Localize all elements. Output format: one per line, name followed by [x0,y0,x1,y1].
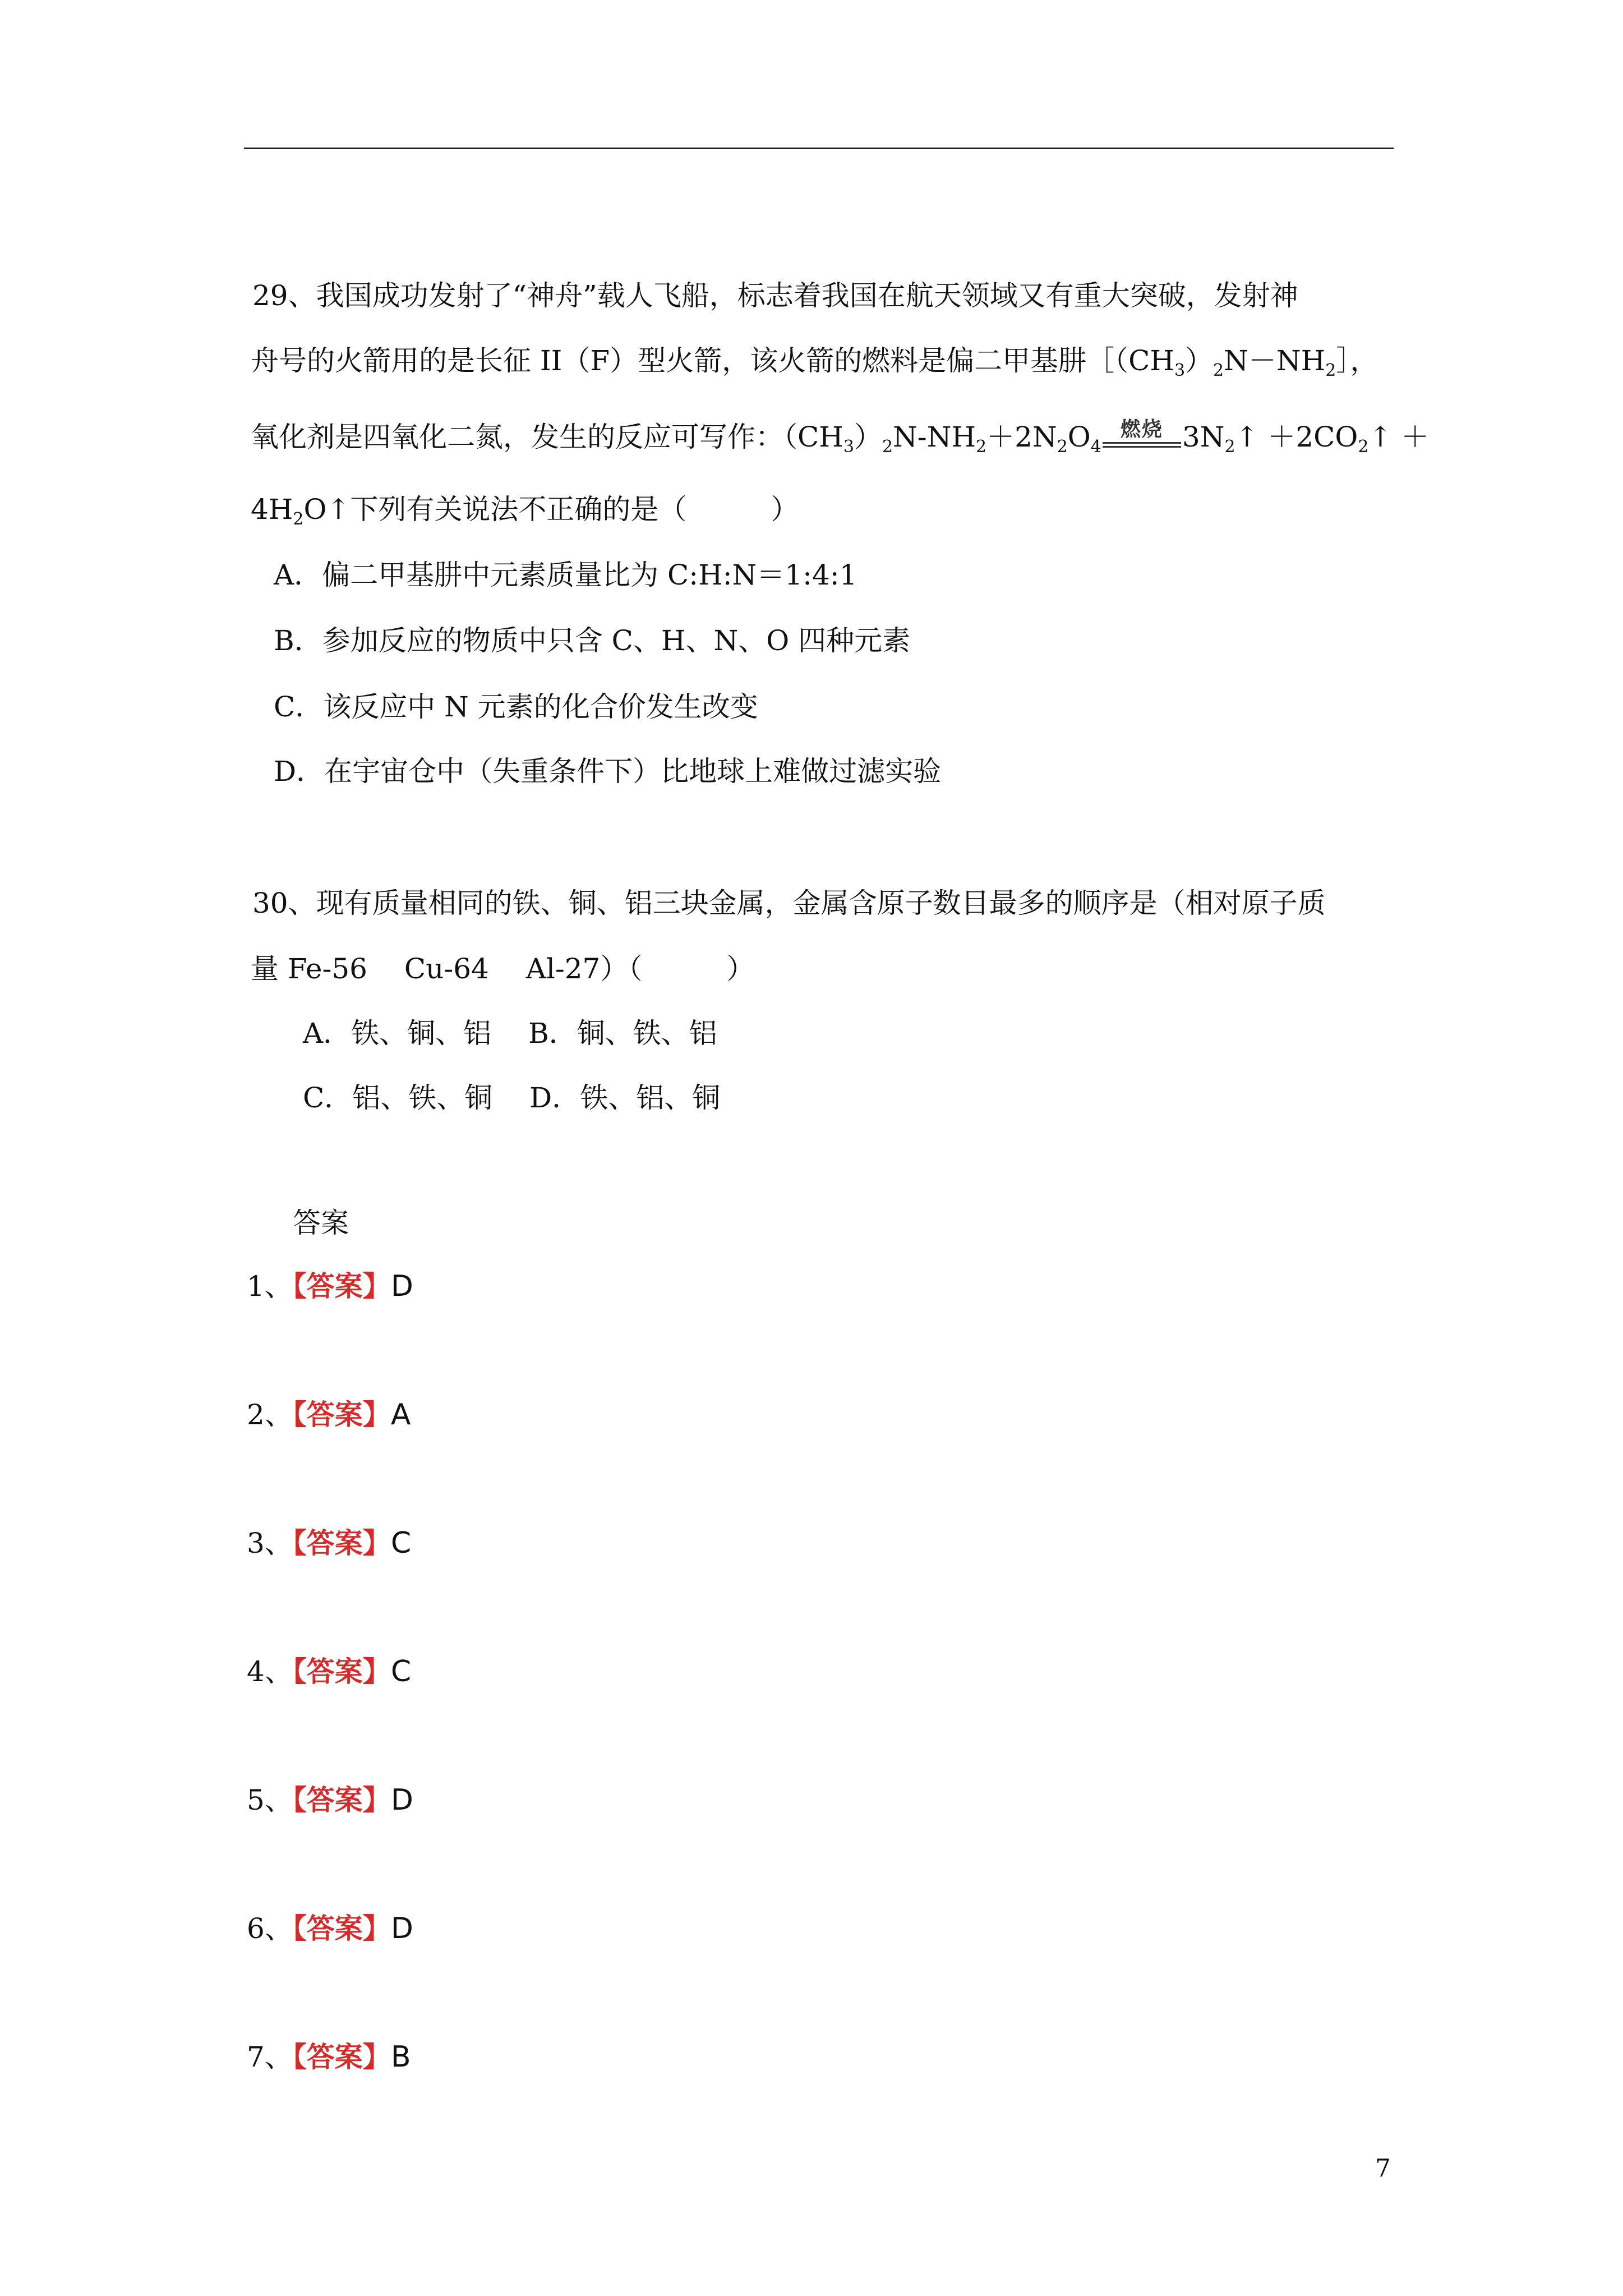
answer-tag: 【答案】 [292,1270,391,1303]
answers-title: 答案 [293,1207,349,1239]
answer-item: 5、【答案】D [247,1783,413,1817]
answer-tag: 【答案】 [292,1655,391,1688]
answer-tag: 【答案】 [292,1398,391,1431]
q29-line-4: $4H_2O↑$下列有关说法不正确的是（ ） [251,493,799,529]
q29-line-2: 舟号的火箭用的是长征 II（F）型火箭，该火箭的燃料是偏二甲基肼$[(CH_3)_2N-NH_2]$， [251,344,1378,380]
answer-item: 1、【答案】D [247,1269,413,1303]
q29-option-d: D．在宇宙仓中（失重条件下）比地球上难做过滤实验 [274,755,942,788]
answer-tag: 【答案】 [292,1784,391,1816]
answer-tag: 【答案】 [292,1527,391,1559]
answer-tag: 【答案】 [292,1912,391,1945]
q30-options-row-1: A．铁、铜、铝 B．铜、铁、铝 [303,1017,717,1050]
q30-line-2: 量 Fe-56 Cu-64 Al-27）（ ） [251,953,755,985]
reaction-condition: 燃烧 [1103,430,1181,448]
header-rule [244,148,1394,149]
q29-option-c: C．该反应中 N 元素的化合价发生改变 [274,691,758,723]
q30-options-row-2: C．铝、铁、铜 D．铁、铝、铜 [303,1082,721,1114]
answer-tag: 【答案】 [292,2041,391,2073]
answer-item: 4、【答案】C [247,1655,412,1688]
q29-option-a: A．偏二甲基肼中元素质量比为 C:H:N＝1:4:1 [274,559,857,591]
answer-item: 2、【答案】A [247,1398,411,1432]
page-number: 7 [1375,2154,1391,2183]
answer-item: 6、【答案】D [247,1912,413,1945]
q29-option-b: B．参加反应的物质中只含 C、H、N、O 四种元素 [274,624,911,657]
q29-line-3-equation: 氧化剂是四氧化二氮，发生的反应可写作：$(CH_3)_2N-NH_2+2N_2O_4$ 燃烧 $3N_2↑$ $+2CO_2↑$ ＋ [251,418,1430,457]
q29-line-1: 29、我国成功发射了“神舟”载人飞船，标志着我国在航天领域又有重大突破，发射神 [252,279,1298,312]
q30-line-1: 30、现有质量相同的铁、铜、铝三块金属，金属含原子数目最多的顺序是（相对原子质 [252,887,1326,919]
answer-item: 3、【答案】C [247,1526,412,1560]
answer-item: 7、【答案】B [247,2040,411,2074]
